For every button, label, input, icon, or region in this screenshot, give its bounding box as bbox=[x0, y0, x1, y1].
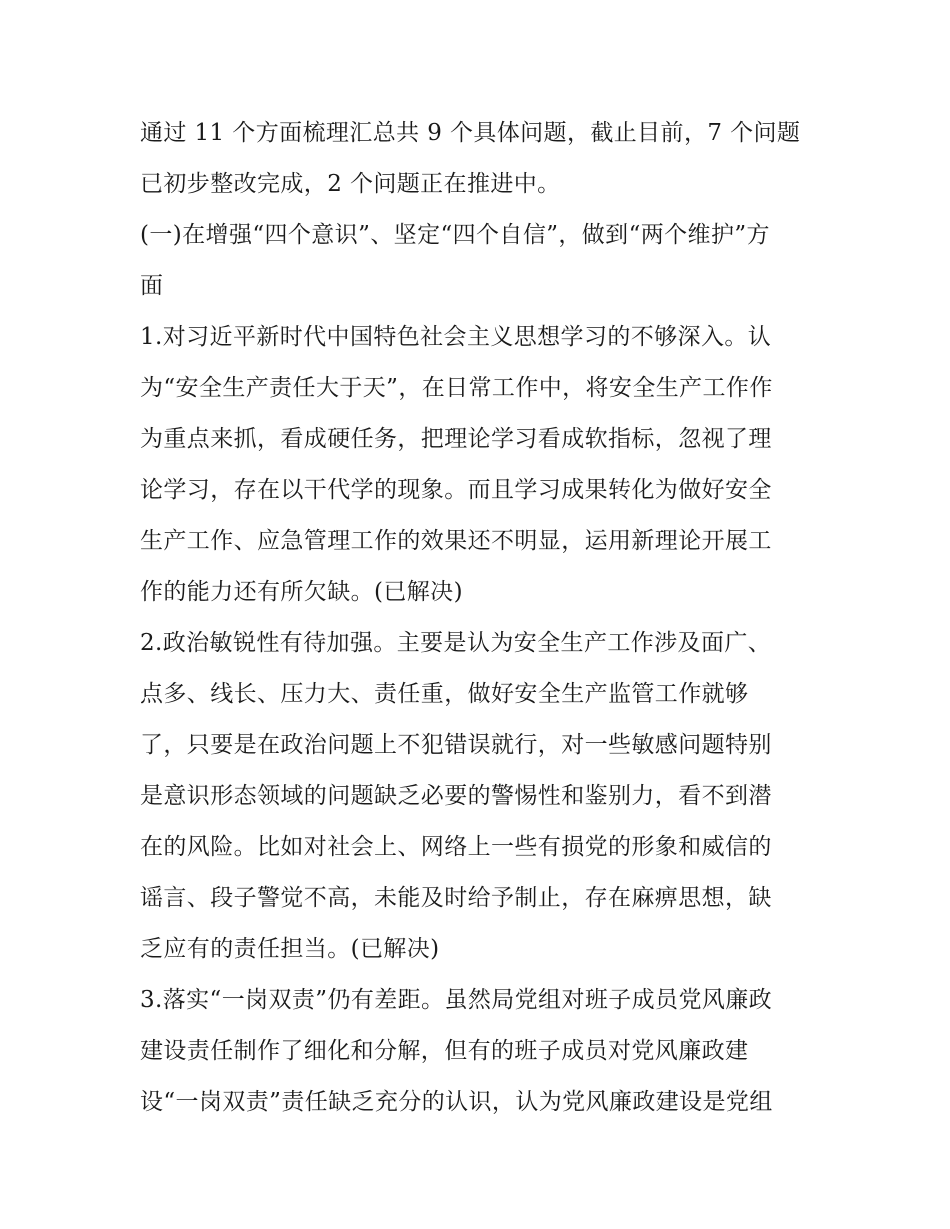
text-line: 建设责任制作了细化和分解，但有的班子成员对党风廉政建 bbox=[140, 1038, 749, 1064]
text-line: 通过 11 个方面梳理汇总共 9 个具体问题，截止目前，7 个问题 bbox=[140, 120, 801, 146]
text-line: 为“安全生产责任大于天”，在日常工作中，将安全生产工作作 bbox=[140, 375, 773, 401]
text-line: 3.落实“一岗双责”仍有差距。虽然局党组对班子成员党风廉政 bbox=[140, 987, 773, 1013]
text-line: 谣言、段子警觉不高，未能及时给予制止，存在麻痹思想，缺 bbox=[140, 885, 772, 911]
text-line: 作的能力还有所欠缺。(已解决) bbox=[140, 579, 463, 605]
text-line: 点多、线长、压力大、责任重，做好安全生产监管工作就够 bbox=[140, 681, 749, 707]
text-line: 论学习，存在以干代学的现象。而且学习成果转化为做好安全 bbox=[140, 477, 772, 503]
section-heading: 面 bbox=[140, 273, 164, 299]
text-line: 已初步整改完成，2 个问题正在推进中。 bbox=[140, 171, 561, 197]
text-line: 为重点来抓，看成硬任务，把理论学习看成软指标，忽视了理 bbox=[140, 426, 772, 452]
section-heading: (一)在增强“四个意识”、坚定“四个自信”，做到“两个维护”方 bbox=[140, 222, 770, 248]
text-line: 乏应有的责任担当。(已解决) bbox=[140, 936, 440, 962]
text-line: 1.对习近平新时代中国特色社会主义思想学习的不够深入。认 bbox=[140, 324, 772, 350]
text-line: 是意识形态领域的问题缺乏必要的警惕性和鉴别力，看不到潜 bbox=[140, 783, 772, 809]
text-line: 设“一岗双责”责任缺乏充分的认识，认为党风廉政建设是党组 bbox=[140, 1089, 773, 1115]
text-line: 了，只要是在政治问题上不犯错误就行，对一些敏感问题特别 bbox=[140, 732, 772, 758]
document-body bbox=[140, 108, 820, 1128]
text-line: 2.政治敏锐性有待加强。主要是认为安全生产工作涉及面广、 bbox=[140, 630, 772, 656]
text-line: 生产工作、应急管理工作的效果还不明显，运用新理论开展工 bbox=[140, 528, 772, 554]
text-line: 在的风险。比如对社会上、网络上一些有损党的形象和威信的 bbox=[140, 834, 772, 860]
